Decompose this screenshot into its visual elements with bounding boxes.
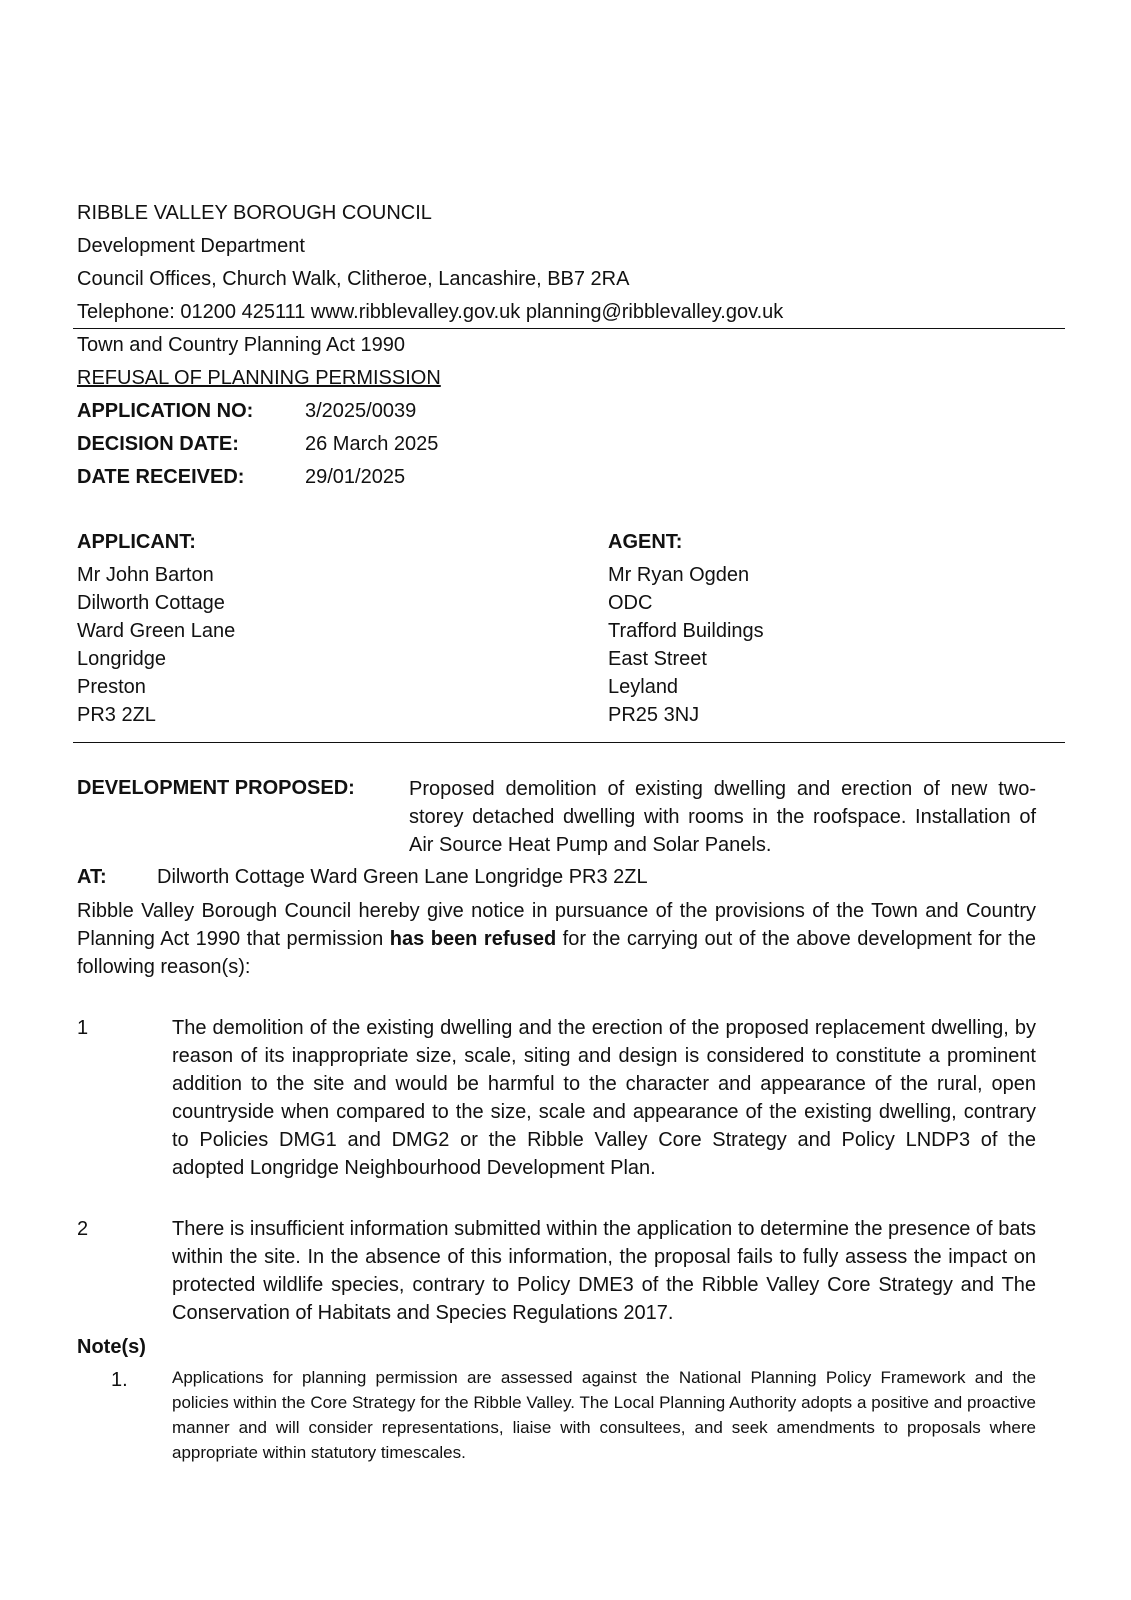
notice-title: REFUSAL OF PLANNING PERMISSION xyxy=(77,367,441,389)
notes-heading: Note(s) xyxy=(77,1336,146,1358)
applicant-heading: APPLICANT: xyxy=(77,531,196,553)
parties-divider xyxy=(73,742,1065,743)
site-label: AT: xyxy=(77,866,107,888)
agent-heading: AGENT: xyxy=(608,531,683,553)
decision-text-end: for the carrying out of the above development for the following reason(s): xyxy=(77,928,1036,978)
development-description: Proposed demolition of existing dwelling and erection of new two-storey detached dwelling with rooms in the roofspace. Installation of Air Source Heat Pump and Solar Panels. xyxy=(409,778,1036,856)
reason-number: 1 xyxy=(77,1017,89,1039)
applicant-address xyxy=(77,561,235,729)
application-number-label: APPLICATION NO: xyxy=(77,400,254,422)
note-text: Applications for planning permission are assessed against the National Planning Policy Framework and the policies within the Core Strategy for the Ribble Valley. The Local Planning Authority adopts a positive and proactive manner and will consider representations, liaise with consultees, and seek amendments to proposals where appropriate within statutory timescales. xyxy=(172,1368,1036,1462)
applicant-line: Ward Green Lane xyxy=(77,620,236,642)
agent-line: ODC xyxy=(608,592,653,614)
application-number-value: 3/2025/0039 xyxy=(305,400,417,422)
act-title: Town and Country Planning Act 1990 xyxy=(77,334,405,356)
applicant-line: Preston xyxy=(77,676,146,698)
agent-line: East Street xyxy=(608,648,707,670)
council-address: Council Offices, Church Walk, Clitheroe, Lancashire, BB7 2RA xyxy=(77,268,630,290)
decision-statement xyxy=(77,897,1036,981)
council-contact: Telephone: 01200 425111 www.ribblevalley.gov.uk planning@ribblevalley.gov.uk xyxy=(77,301,784,323)
note-number: 1. xyxy=(111,1369,128,1391)
applicant-line: Dilworth Cottage xyxy=(77,592,225,614)
agent-line: Trafford Buildings xyxy=(608,620,764,642)
decision-date-label: DECISION DATE: xyxy=(77,433,239,455)
header-divider xyxy=(73,328,1065,329)
applicant-line: Longridge xyxy=(77,648,166,670)
reason-text: The demolition of the existing dwelling and the erection of the proposed replacement dwelling, by reason of its inappropriate size, scale, siting and design is considered to constitute a prominent addition to the site and would be harmful to the character and appearance of the rural, open countryside when compared to the size, scale and appearance of the existing dwelling, contrary to Policies DMG1 and DMG2 or the Ribble Valley Core Strategy and Policy LNDP3 of the adopted Longridge Neighbourhood Development Plan. xyxy=(172,1017,1036,1179)
development-label: DEVELOPMENT PROPOSED: xyxy=(77,777,355,799)
applicant-line: PR3 2ZL xyxy=(77,704,156,726)
site-address: Dilworth Cottage Ward Green Lane Longridge PR3 2ZL xyxy=(157,866,648,888)
council-name: RIBBLE VALLEY BOROUGH COUNCIL xyxy=(77,202,432,224)
decision-text-start: Ribble Valley Borough Council hereby give notice in pursuance of the provisions of the Town and Country Planning Act 1990 that permission xyxy=(77,900,1036,950)
date-received-value: 29/01/2025 xyxy=(305,466,406,488)
agent-line: Mr Ryan Ogden xyxy=(608,564,750,586)
decision-date-value: 26 March 2025 xyxy=(305,433,439,455)
department-name: Development Department xyxy=(77,235,305,257)
agent-line: PR25 3NJ xyxy=(608,704,700,726)
agent-address xyxy=(608,561,764,729)
reason-text: There is insufficient information submitted within the application to determine the presence of bats within the site. In the absence of this information, the proposal fails to fully assess the impact on protected wildlife species, contrary to Policy DME3 of the Ribble Valley Core Strategy and The Conservation of Habitats and Species Regulations 2017. xyxy=(172,1218,1036,1324)
reason-number: 2 xyxy=(77,1218,89,1240)
agent-line: Leyland xyxy=(608,676,679,698)
applicant-line: Mr John Barton xyxy=(77,564,214,586)
date-received-label: DATE RECEIVED: xyxy=(77,466,245,488)
decision-emphasis: has been refused xyxy=(389,928,557,950)
